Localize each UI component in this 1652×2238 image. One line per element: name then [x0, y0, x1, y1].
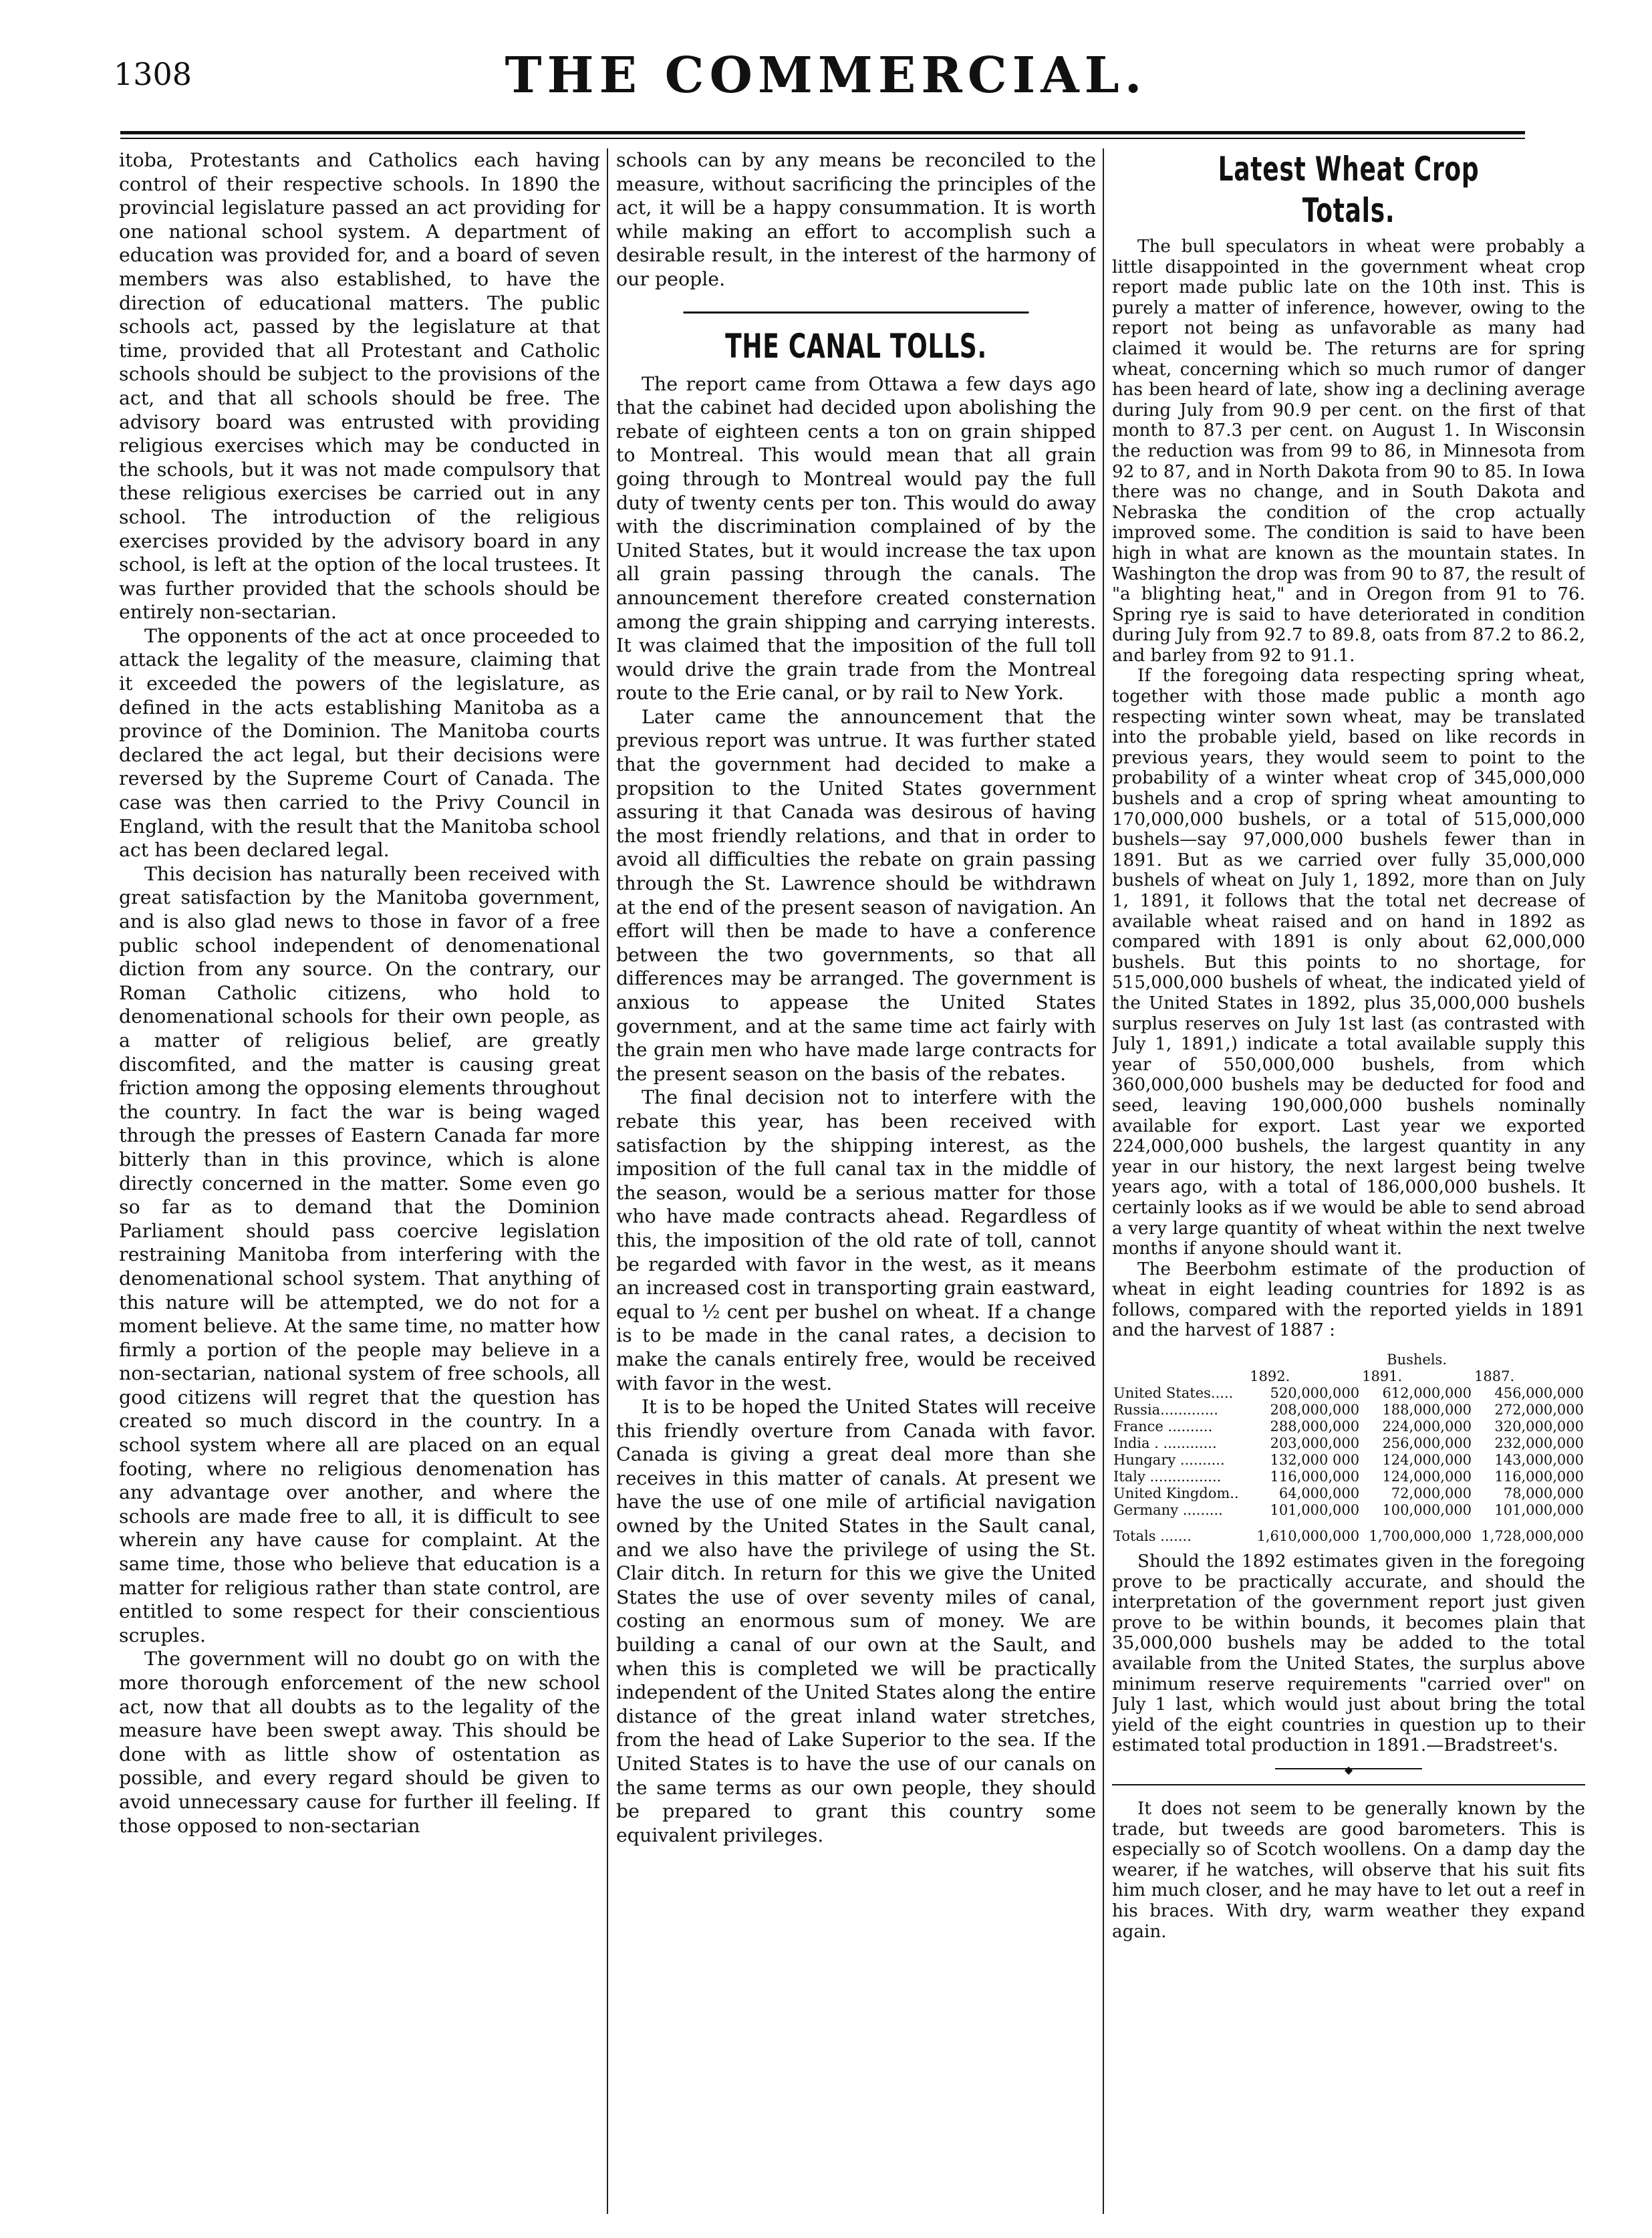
paragraph: The bull speculators in wheat were probably a little disappointed in the government wheat crop report made public late on the 10th inst. This is purely a matter of inference, however, owing to the report not being as unfavorable as many had claimed it would be. The returns are for spring wheat, concerning which so much rumor of danger has been heard of late, show ing a declining average during July from 90.9 per cent. on the first of that month to 87.3 per cent. on August 1. In Wisconsin the reduction was from 99 to 86, in Minnesota from 92 to 87, and in North Dakota from 90 to 85. In Iowa there was no change, and in South Dakota and Nebraska the condition of the crop actually improved some. The condition is said to have been high in what are known as the mountain states. In Washington the drop was from 90 to 87, the result of "a blighting heat," and in Oregon from 91 to 76. Spring rye is said to have deteriorated in condition during July from 92.7 to 89.8, oats from 87.2 to 86.2, and barley from 92 to 91.1.: [1112, 237, 1585, 666]
paragraph: The Beerbohm estimate of the production of wheat in eight leading countries for 1892 is as follows, compared with the reported yields in 1891 and the harvest of 1887 :: [1112, 1259, 1585, 1341]
year-header: 1892.: [1250, 1368, 1290, 1385]
totals-row: Totals ....... 1,610,000,000 1,700,000,000 1,728,000,000: [1113, 1528, 1584, 1545]
masthead-rule: [120, 131, 1525, 139]
table-row: France .......... 288,000,000 224,000,000 320,000,000: [1113, 1418, 1584, 1435]
paragraph: Later came the announcement that the previous report was untrue. It was further stated that the government had decided to make a propsition to the United States government assuring it that Canada was desirous of having the most friendly relations, and that in order to avoid all difficulties the rebate on grain passing through the St. Lawrence should be withdrawn at the end of the present season of navigation. An effort will then be made to have a conference between the two governments, so that all differences may be arranged. The government is anxious to appease the United States government, and at the same time act fairly with the grain men who have made large contracts for the present season on the basis of the rebates.: [616, 705, 1096, 1085]
paragraph: The opponents of the act at once proceeded to attack the legality of the measure, claiming that it exceeded the powers of the legislature, as defined in the acts establishing Manitoba as a province of the Dominion. The Manitoba courts declared the act legal, but their decisions were reversed by the Supreme Court of Canada. The case was then carried to the Privy Council in England, with the result that the Manitoba school act has been declared legal.: [119, 624, 600, 862]
wheat-table: [1112, 1352, 1585, 1545]
paragraph: This decision has naturally been received with great satisfaction by the Manitoba government, and is also glad news to those in favor of a free public school independent of denomenational diction from any source. On the contrary, our Roman Catholic citizens, who hold to denomenational schools for their own people, as a matter of religious belief, are greatly discomfited, and the matter is causing great friction among the opposing elements throughout the country. In fact the war is being waged through the presses of Eastern Canada far more bitterly than in this province, which is alone directly concerned in the matter. Some even go so far as to demand that the Dominion Parliament should pass coercive legislation restraining Manitoba from interfering with the denomenational school system. That anything of this nature will be attempted, we do not for a moment believe. At the same time, no matter how firmly a portion of the people may believe in a non-sectarian, national system of free schools, all good citizens will regret that the question has created so much discord in the country. In a school system where all are placed on an equal footing, where no religious denomenation has any advantage over another, and where the schools are made free to all, it is difficult to see wherein any have cause for complaint. At the same time, those who believe that education is a matter for religious rather than state control, are entitled to some respect for their conscientious scruples.: [119, 862, 600, 1646]
table-row: Germany ......... 101,000,000 100,000,000 101,000,000: [1113, 1502, 1584, 1519]
column-rule-2: [1103, 148, 1104, 2214]
paragraph: The government will no doubt go on with the more thorough enforcement of the new school act, now that all doubts as to the legality of the measure have been swept away. This should be done with as little show of ostentation as possible, and every regard should be given to avoid unnecessary cause for further ill feeling. If those opposed to non-sectarian: [119, 1648, 600, 1837]
year-header: 1887.: [1474, 1368, 1515, 1385]
year-header: 1891.: [1362, 1368, 1403, 1385]
article-headline: Latest Wheat Crop Totals.: [1218, 150, 1480, 230]
page-number: 1308: [114, 56, 192, 92]
article-headline: THE CANAL TOLLS.: [684, 312, 1029, 367]
table-row: United Kingdom.. 64,000,000 72,000,000 78,000,000: [1113, 1485, 1584, 1502]
table-row: Russia............. 208,000,000 188,000,000 272,000,000: [1113, 1402, 1584, 1418]
paragraph: It does not seem to be generally known by the trade, but tweeds are good barometers. This is especially so of Scotch woollens. On a damp day the wearer, if he watches, will observe that his suit fits him much closer, and he may have to let out a reef in his braces. With dry, warm weather they expand again.: [1112, 1799, 1585, 1942]
section-divider: [1275, 1768, 1422, 1769]
table-row: United States..... 520,000,000 612,000,000 456,000,000: [1113, 1385, 1584, 1402]
column-rule-1: [607, 148, 608, 2214]
paragraph: Should the 1892 estimates given in the foregoing prove to be practically accurate, and should the interpretation of the government report just given prove to be within bounds, it becomes plain that 35,000,000 bushels may be added to the total available from the United States, the surplus above minimum reserve requirements "carried over" on July 1 last, which would just about bring the total yield of the eight countries in question up to their estimated total production in 1891.—Bradstreet's.: [1112, 1551, 1585, 1756]
column-1: [119, 148, 600, 2214]
paragraph: It is to be hoped the United States will receive this friendly overture from Canada with favor. Canada is giving a great deal more than she receives in this matter of canals. At present we have the use of one mile of artificial navigation owned by the United States in the Sault canal, and we also have the privilege of using the St. Clair ditch. In return for this we give the United States the use of over seventy miles of canal, costing an enormous sum of money. We are building a canal of our own at the Sault, and when this is completed we will be practically independent of the United States along the entire distance of the great inland water stretches, from the head of Lake Superior to the sea. If the United States is to have the use of our canals on the same terms as our own people, they should be prepared to grant this country some equivalent privileges.: [616, 1396, 1096, 1846]
column-2: [616, 148, 1096, 2214]
paragraph: If the foregoing data respecting spring wheat, together with those made public a month ago respecting winter sown wheat, may be translated into the probable yield, based on like records in previous years, they would seem to point to the probability of a winter wheat crop of 345,000,000 bushels and a crop of spring wheat amounting to 170,000,000 bushels, or a total of 515,000,000 bushels—say 97,000,000 bushels fewer than in 1891. But as we carried over fully 35,000,000 bushels of wheat on July 1, 1892, more than on July 1, 1891, it follows that the total net decrease of available wheat raised and on hand in 1892 as compared with 1891 is only about 62,000,000 bushels. But this points to no shortage, for 515,000,000 bushels of wheat, the indicated yield of the United States in 1892, plus 35,000,000 bushels surplus reserves on July 1st last (as contrasted with July 1, 1891,) indicate a total available supply this year of 550,000,000 bushels, from which 360,000,000 bushels may be deducted for food and seed, leaving 190,000,000 bushels nominally available for export. Last year we exported 224,000,000 bushels, the largest quantity in any year in our history, the next largest being twelve years ago, with a total of 186,000,000 bushels. It certainly looks as if we would be able to send abroad a very large quantity of wheat within the next twelve months if anyone should want it.: [1112, 666, 1585, 1259]
table-row: Hungary .......... 132,000 000 124,000,000 143,000,000: [1113, 1452, 1584, 1469]
column-separator-rule: [1112, 1784, 1585, 1785]
table-row: India . ............ 203,000,000 256,000,000 232,000,000: [1113, 1435, 1584, 1452]
paragraph: schools can by any means be reconciled to the measure, without sacrificing the principles of the act, it will be a happy consummation. It is worth while making an effort to accomplish such a desirable result, in the interest of the harmony of our people.: [616, 149, 1096, 290]
masthead: THE COMMERCIAL.: [505, 47, 1147, 104]
paragraph: The report came from Ottawa a few days ago that the cabinet had decided upon abolishing the rebate of eighteen cents a ton on grain shipped to Montreal. This would mean that all grain going through to Montreal would pay the full duty of twenty cents per ton. This would do away with the discrimination complained of by the United States, but it would increase the tax upon all grain passing through the canals. The announcement therefore created consternation among the grain shipping and carrying interests. It was claimed that the imposition of the full toll would drive the grain trade from the Montreal route to the Erie canal, or by rail to New York.: [616, 372, 1096, 705]
paragraph: The final decision not to interfere with the rebate this year, has been received with satisfaction by the shipping interest, as the imposition of the full canal tax in the middle of the season, would be a serious matter for those who have made contracts ahead. Regardless of this, the imposition of the old rate of toll, cannot be regarded with favor in the west, as it means an increased cost in transporting grain eastward, equal to ½ cent per bushel on wheat. If a change is to be made in the canal rates, a decision to make the canals entirely free, would be received with favor in the west.: [616, 1086, 1096, 1394]
table-row: Italy ................ 116,000,000 124,000,000 116,000,000: [1113, 1469, 1584, 1485]
unit-label: Bushels.: [1387, 1352, 1448, 1368]
paragraph: itoba, Protestants and Catholics each having control of their respective schools. In 1890 the provincial legislature passed an act providing for one national school system. A department of education was provided for, and a board of seven members was also established, to have the direction of educational matters. The public schools act, passed by the legislature at that time, provided that all Protestant and Catholic schools should be subject to the provisions of the act, and that all schools should be free. The advisory board was entrusted with providing religious exercises which may be conducted in the schools, but it was not made compulsory that these religious exercises be carried out in any school. The introduction of the religious exercises provided by the advisory board in any school, is left at the option of the local trustees. It was further provided that the schools should be entirely non-sectarian.: [119, 149, 600, 624]
column-3: [1112, 148, 1585, 2214]
